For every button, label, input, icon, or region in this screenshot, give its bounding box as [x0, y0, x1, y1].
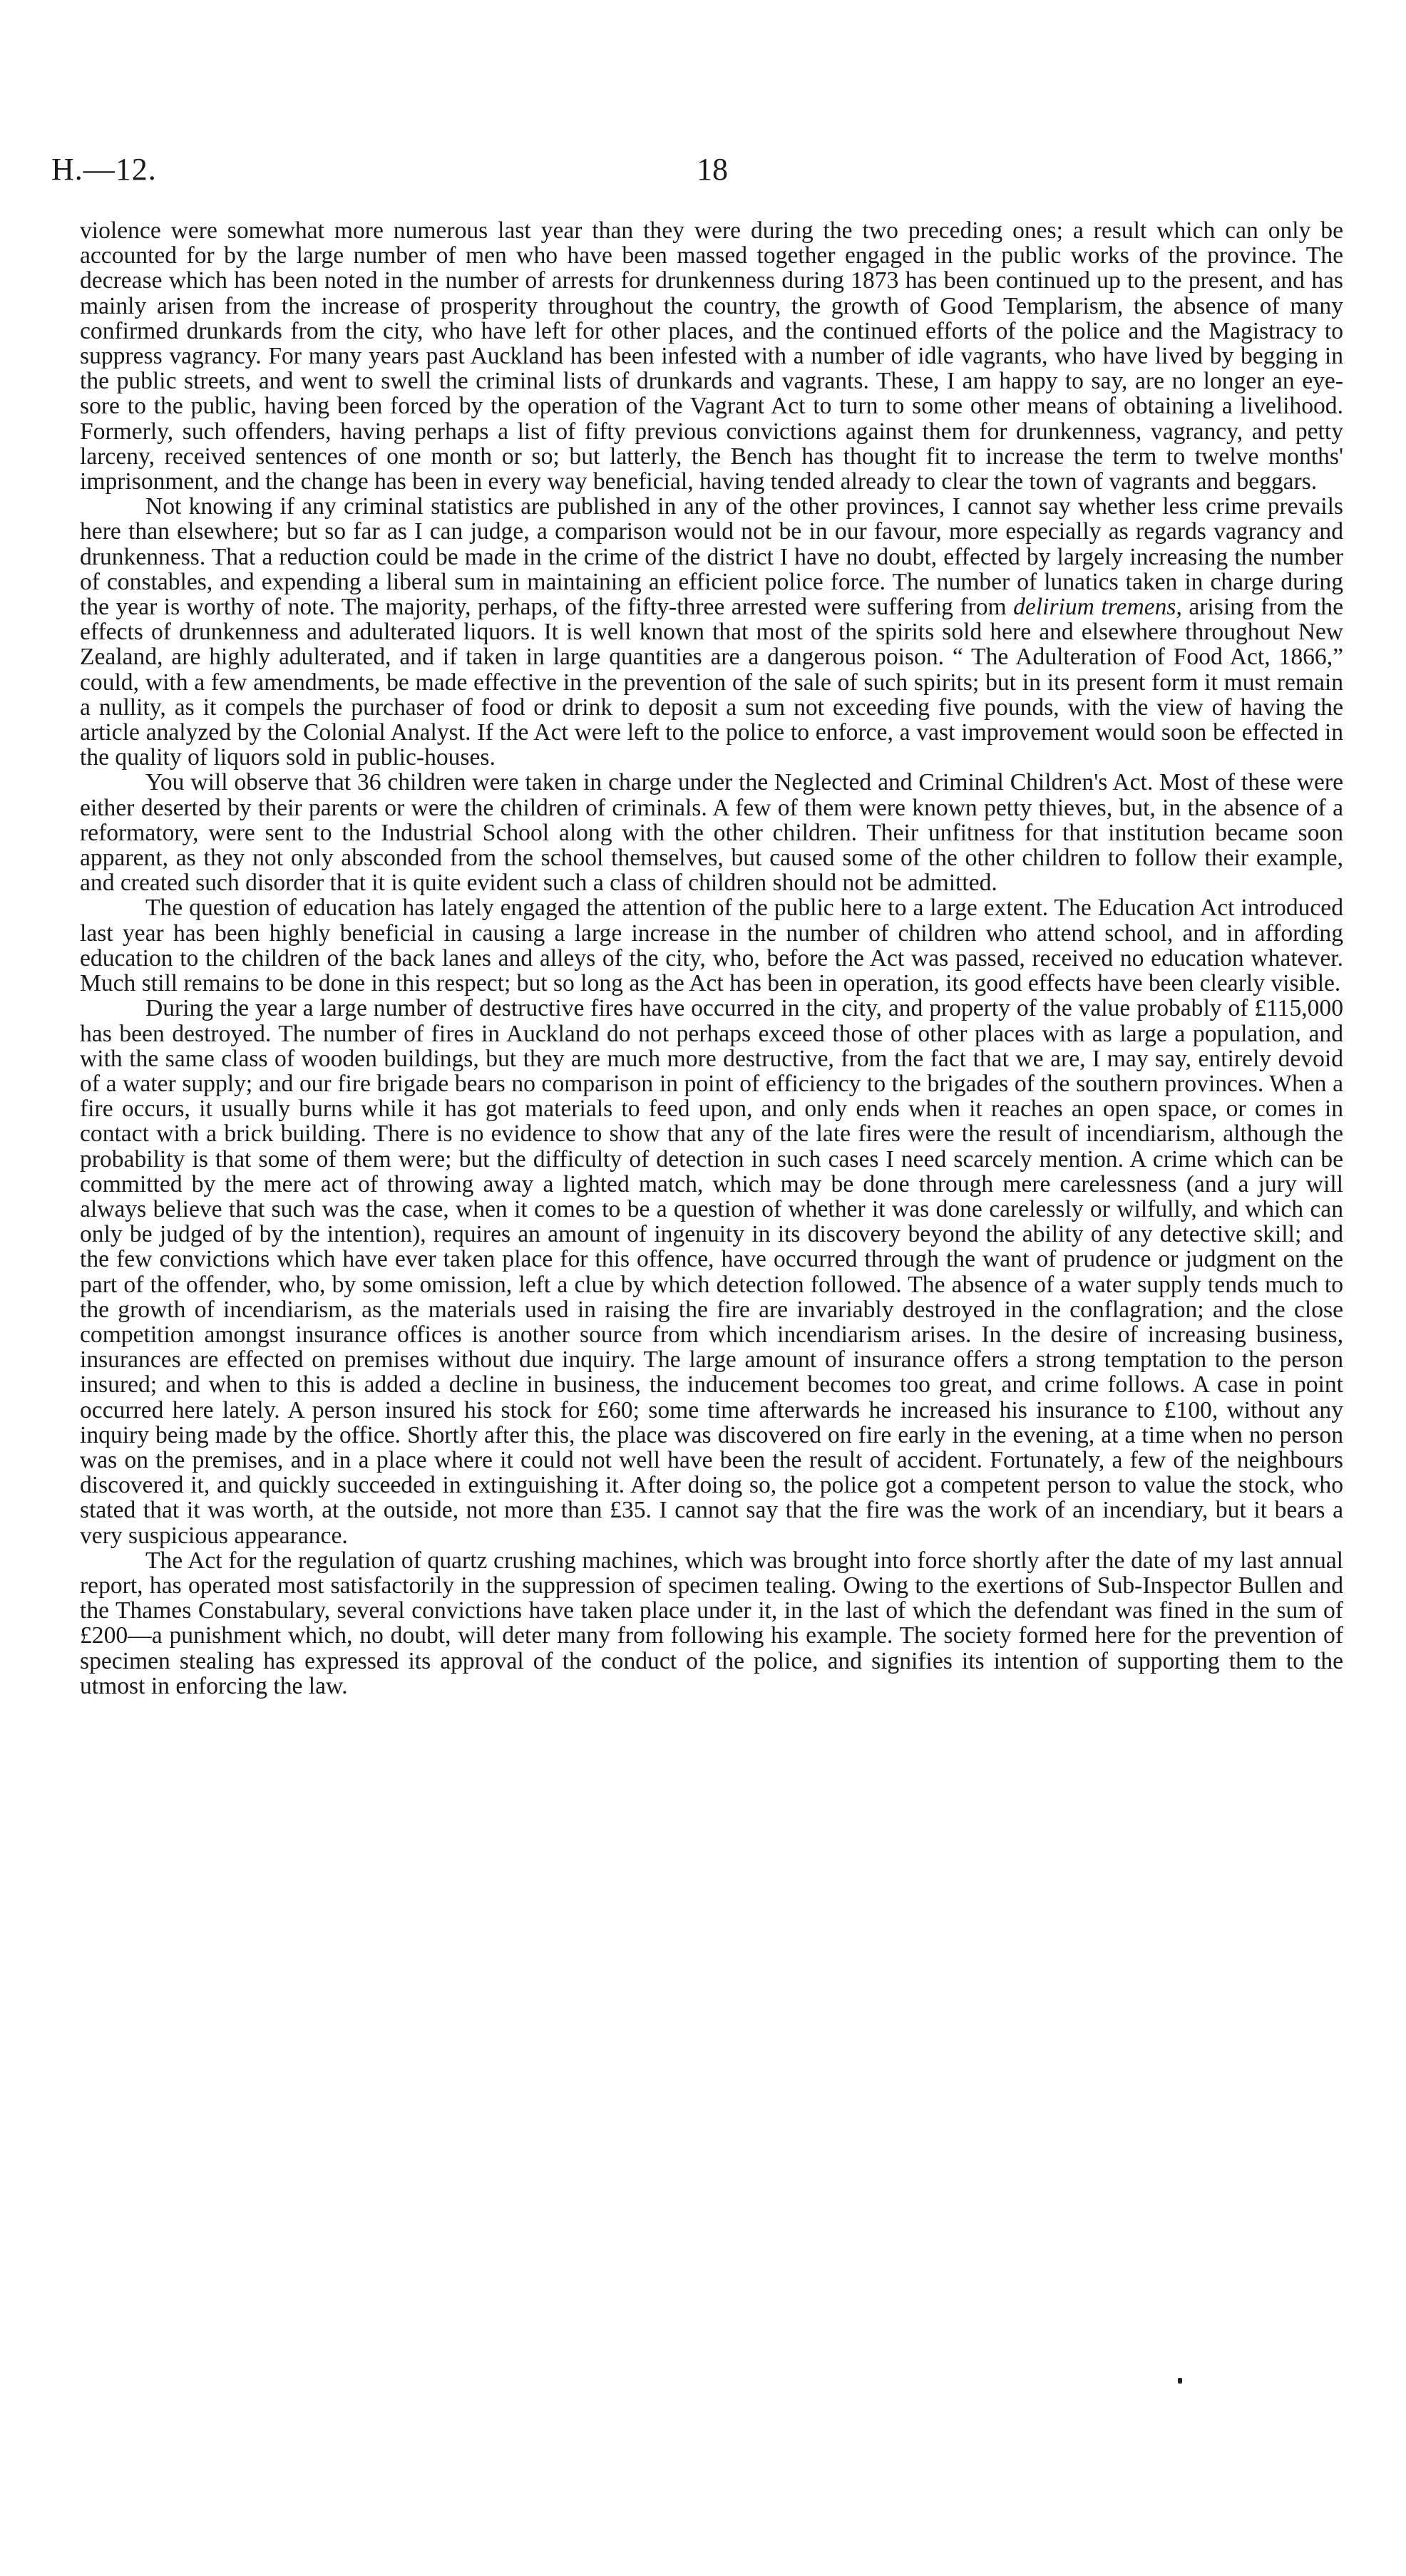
paragraph-crime-statistics: [80, 494, 1343, 770]
emphasis-delirium-tremens: delirium tremens: [1013, 594, 1176, 621]
body-text: [80, 218, 1343, 1699]
paragraph-vagrancy: violence were somewhat more numerous last year than they were during the two preceding ones; a result which can only be accounted for by the large number of men who have been massed together engaged in the public works of the province. The decrease which has been noted in the number of arrests for drunkenness during 1873 has been continued up to the present, and has mainly arisen from the increase of prosperity throughout the country, the growth of Good Templarism, the absence of many confirmed drunkards from the city, who have left for other places, and the continued efforts of the police and the Magistracy to suppress vagrancy. For many years past Auckland has been infested with a number of idle vagrants, who have lived by begging in the public streets, and went to swell the criminal lists of drunkards and vagrants. These, I am happy to say, are no longer an eye-sore to the public, having been forced by the operation of the Vagrant Act to turn to some other means of obtaining a livelihood. Formerly, such offenders, having perhaps a list of fifty previous convictions against them for drunkenness, vagrancy, and petty larceny, received sentences of one month or so; but latterly, the Bench has thought fit to increase the term to twelve months' imprisonment, and the change has been in every way beneficial, having tended already to clear the town of vagrants and beggars.: [80, 217, 1343, 495]
document-id: H.—12.: [51, 152, 157, 187]
ink-mark: [1178, 2378, 1182, 2384]
paragraph-crime-statistics-part1: Not knowing if any criminal statistics are published in any of the other provinces, I cannot say whether less crime prevails here than elsewhere; but so far as I can judge, a comparison would not be in our favour, more especially as regards vagrancy and drunkenness. That a reduction could be made in the crime of the district I have no doubt, effected by largely increasing the number of constables, and expending a liberal sum in maintaining an efficient police force. The number of lunatics taken in charge during the year is worthy of note. The majority, perhaps, of the fifty-three arrested were suffering from: [80, 493, 1343, 621]
paragraph-fires: During the year a large number of destructive fires have occurred in the city, and property of the value probably of £115,000 has been destroyed. The number of fires in Auckland do not perhaps exceed those of other places with as large a population, and with the same class of wooden buildings, but they are much more destructive, from the fact that we are, I may say, entirely devoid of a water supply; and our fire brigade bears no comparison in point of efficiency to the brigades of the southern provinces. When a fire occurs, it usually burns while it has got materials to feed upon, and only ends when it reaches an open space, or comes in contact with a brick building. There is no evidence to show that any of the late fires were the result of incendiarism, although the probability is that some of them were; but the difficulty of detection in such cases I need scarcely mention. A crime which can be committed by the mere act of throwing away a lighted match, which may be done through mere carelessness (and a jury will always believe that such was the case, when it comes to be a question of whether it was done carelessly or wilfully, and which can only be judged of by the intention), requires an amount of ingenuity in its discovery beyond the ability of any detective skill; and the few convictions which have ever taken place for this offence, have occurred through the want of prudence or judgment on the part of the offender, who, by some omission, left a clue by which detection followed. The absence of a water supply tends much to the growth of incendiarism, as the materials used in raising the fire are invariably destroyed in the conflagration; and the close competition amongst insurance offices is another source from which incendiarism arises. In the desire of increasing business, insurances are effected on premises without due inquiry. The large amount of insurance offers a strong temptation to the person insured; and when to this is added a decline in business, the inducement becomes too great, and crime follows. A case in point occurred here lately. A person insured his stock for £60; some time afterwards he increased his insurance to £100, without any inquiry being made by the office. Shortly after this, the place was discovered on fire early in the evening, at a time when no person was on the premises, and in a place where it could not well have been the result of accident. Fortunately, a few of the neighbours discovered it, and quickly succeeded in extinguishing it. After doing so, the police got a competent person to value the stock, who stated that it was worth, at the outside, not more than £35. I cannot say that the fire was the work of an incendiary, but it bears a very suspicious appearance.: [80, 995, 1343, 1549]
paragraph-education: The question of education has lately engaged the attention of the public here to a large extent. The Education Act introduced last year has been highly beneficial in causing a large increase in the number of children who attend school, and in affording education to the children of the back lanes and alleys of the city, who, before the Act was passed, received no education whatever. Much still remains to be done in this respect; but so long as the Act has been in operation, its good effects have been clearly visible.: [80, 895, 1343, 997]
paragraph-quartz-act: The Act for the regulation of quartz crushing machines, which was brought into force shortly after the date of my last annual report, has operated most satisfactorily in the suppression of specimen tealing. Owing to the exertions of Sub-Inspector Bullen and the Thames Constabulary, several convictions have taken place under it, in the last of which the defendant was fined in the sum of £200—a punishment which, no doubt, will deter many from following his example. The society formed here for the prevention of specimen stealing has expressed its approval of the conduct of the police, and signifies its intention of supporting them to the utmost in enforcing the law.: [80, 1547, 1343, 1699]
page-header: [51, 151, 1356, 194]
paragraph-crime-statistics-part2: , arising from the effects of drunkenness and adulterated liquors. It is well known that most of the spirits sold here and elsewhere throughout New Zealand, are highly adulterated, and if taken in large quantities are a dangerous poison. “ The Adulteration of Food Act, 1866,” could, with a few amendments, be made effective in the prevention of the sale of such spirits; but in its present form it must remain a nullity, as it compels the purchaser of food or drink to deposit a sum not exceeding five pounds, with the view of having the article analyzed by the Colonial Analyst. If the Act were left to the police to enforce, a vast improvement would soon be effected in the quality of liquors sold in public-houses.: [80, 594, 1343, 771]
paragraph-neglected-children: You will observe that 36 children were taken in charge under the Neglected and Criminal Children's Act. Most of these were either deserted by their parents or were the children of criminals. A few of them were known petty thieves, but, in the absence of a reformatory, were sent to the Industrial School along with the other children. Their unfitness for that institution became soon apparent, as they not only absconded from the school themselves, but caused some of the other children to follow their example, and created such disorder that it is quite evident such a class of children should not be admitted.: [80, 769, 1343, 897]
page-number: 18: [697, 152, 728, 187]
